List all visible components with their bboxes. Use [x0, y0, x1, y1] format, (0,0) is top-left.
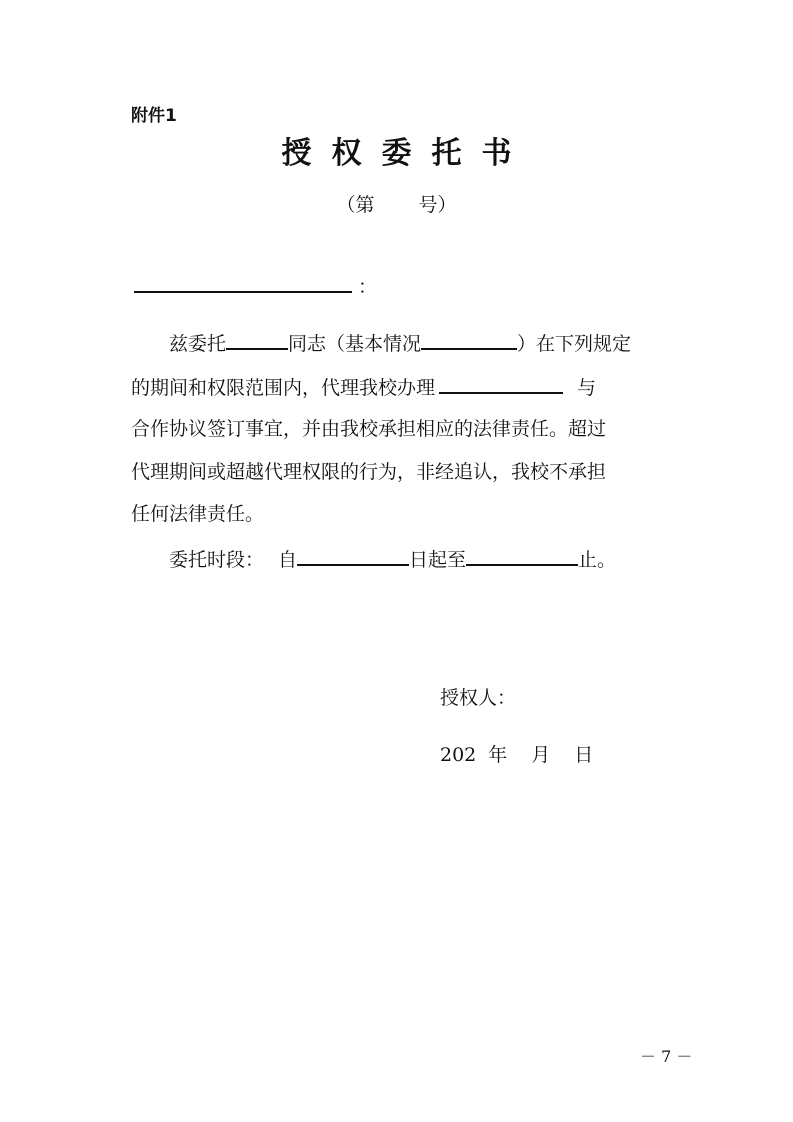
addressee-colon: ：	[358, 276, 378, 298]
doc-number-close: 号）	[418, 194, 457, 216]
body-line-3: 合作协议签订事宜，并由我校承担相应的法律责任。超过	[131, 418, 607, 440]
end-date-blank	[466, 542, 578, 566]
page-number: － 7 －	[640, 1047, 693, 1066]
body-line-1	[131, 326, 671, 358]
comrade-basic-info-text: 同志（基本情况	[288, 333, 422, 355]
body-line-1-text	[131, 326, 631, 358]
signature-date	[440, 740, 593, 767]
addressee-blank-line	[134, 291, 352, 293]
year-label: 年	[488, 744, 508, 766]
year-prefix: 202	[440, 744, 477, 766]
period-label: 委托时段：	[169, 549, 265, 571]
signer-label: 授权人：	[440, 687, 517, 709]
document-number	[0, 190, 793, 217]
start-date-blank	[297, 542, 409, 566]
matter-blank	[439, 370, 563, 394]
attachment-label: 附件1	[131, 106, 177, 126]
delegate-name-blank	[226, 326, 288, 350]
body-line-5: 任何法律责任。	[131, 503, 265, 525]
month-label: 月	[531, 744, 551, 766]
within-rules-text: ）在下列规定	[517, 333, 632, 355]
entrust-text: 兹委托	[169, 333, 227, 355]
with-text: 与	[577, 377, 597, 399]
period-end-text: 止。	[578, 549, 617, 571]
day-label: 日	[574, 744, 594, 766]
document-title: 授权委托书	[281, 136, 532, 171]
entrust-period-line	[131, 542, 616, 574]
scope-text: 的期间和权限范围内，代理我校办理	[131, 377, 436, 399]
doc-number-open: （第	[336, 194, 375, 216]
body-line-2	[131, 370, 671, 402]
basic-info-blank	[421, 326, 517, 350]
body-line-4: 代理期间或超越代理权限的行为，非经追认，我校不承担	[131, 461, 607, 483]
period-mid-text: 日起至	[409, 549, 467, 571]
period-from-text: 自	[278, 549, 298, 571]
